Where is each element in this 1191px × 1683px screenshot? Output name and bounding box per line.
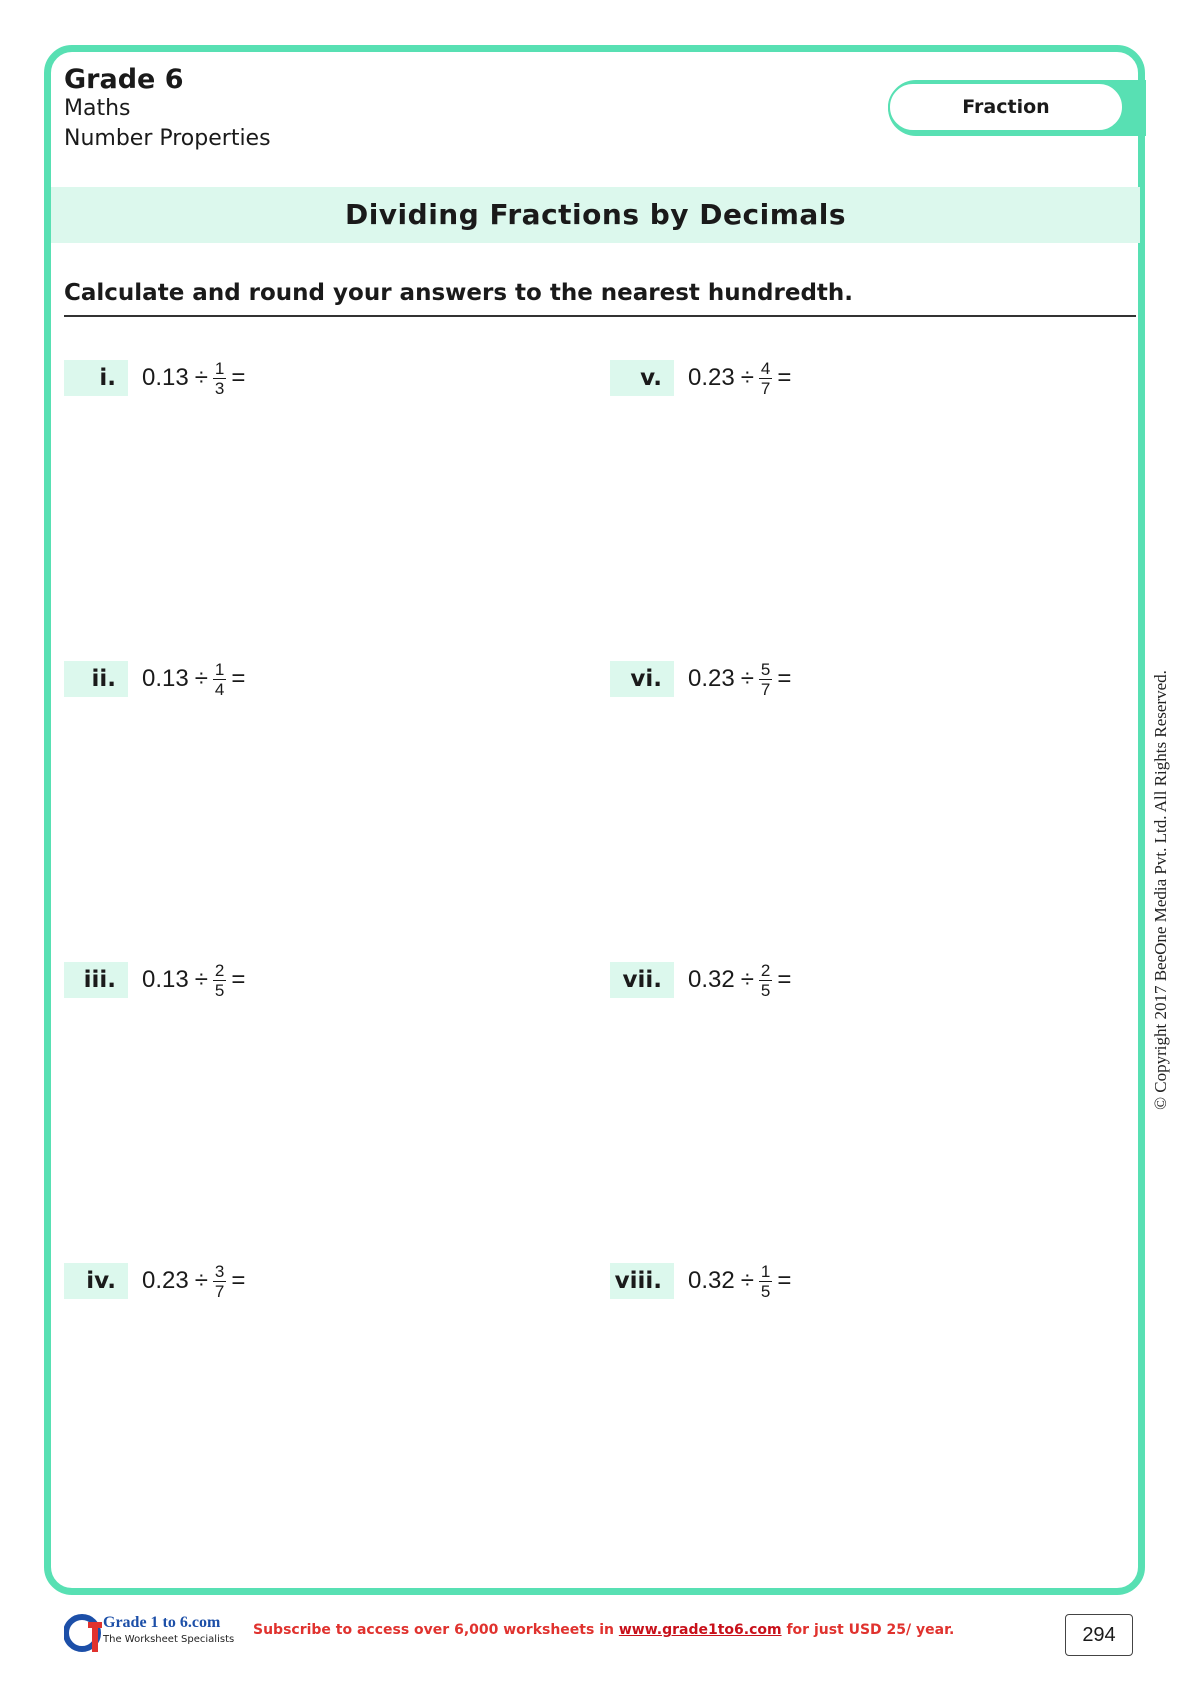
divide-sign: ÷ bbox=[740, 364, 754, 391]
problem-number: i. bbox=[64, 360, 128, 396]
equals-sign: = bbox=[231, 966, 246, 993]
problem-expression bbox=[688, 1263, 791, 1300]
fraction bbox=[759, 962, 772, 999]
problem-item bbox=[64, 960, 245, 1000]
instruction-divider bbox=[64, 315, 1136, 317]
equals-sign: = bbox=[777, 966, 792, 993]
fraction bbox=[759, 360, 772, 397]
problem-expression bbox=[142, 360, 245, 397]
fraction bbox=[759, 1263, 772, 1300]
numerator: 1 bbox=[214, 659, 225, 679]
fraction bbox=[213, 360, 226, 397]
numerator: 3 bbox=[214, 1261, 225, 1281]
denominator: 5 bbox=[214, 980, 225, 1000]
denominator: 3 bbox=[214, 378, 225, 398]
problem-item bbox=[64, 659, 245, 699]
divide-sign: ÷ bbox=[740, 1267, 754, 1294]
problem-expression bbox=[688, 661, 791, 698]
site-link[interactable]: www.grade1to6.com bbox=[618, 1622, 782, 1638]
numerator: 1 bbox=[214, 358, 225, 378]
divide-sign: ÷ bbox=[194, 966, 208, 993]
divide-sign: ÷ bbox=[740, 665, 754, 692]
decimal-value: 0.32 bbox=[688, 966, 735, 993]
equals-sign: = bbox=[777, 364, 792, 391]
fraction bbox=[213, 661, 226, 698]
page-number: 294 bbox=[1065, 1614, 1133, 1656]
denominator: 7 bbox=[760, 679, 771, 699]
brand-tagline: The Worksheet Specialists bbox=[103, 1634, 235, 1645]
problem-item bbox=[610, 358, 791, 398]
equals-sign: = bbox=[231, 1267, 246, 1294]
decimal-value: 0.23 bbox=[688, 364, 735, 391]
numerator: 5 bbox=[760, 659, 771, 679]
category-tag: Fraction bbox=[888, 82, 1124, 132]
fraction bbox=[759, 661, 772, 698]
subject-label: Maths bbox=[64, 96, 131, 121]
decimal-value: 0.13 bbox=[142, 966, 189, 993]
subscribe-price: for just USD 25/ year. bbox=[781, 1622, 955, 1638]
problem-expression bbox=[142, 962, 245, 999]
divide-sign: ÷ bbox=[194, 1267, 208, 1294]
decimal-value: 0.13 bbox=[142, 665, 189, 692]
copyright-notice: © Copyright 2017 BeeOne Media Pvt. Ltd. All Rights Reserved. bbox=[1151, 670, 1170, 1110]
divide-sign: ÷ bbox=[194, 364, 208, 391]
subscribe-note bbox=[253, 1622, 954, 1638]
numerator: 4 bbox=[760, 358, 771, 378]
equals-sign: = bbox=[231, 364, 246, 391]
grade-label: Grade 6 bbox=[64, 64, 184, 95]
denominator: 5 bbox=[760, 1281, 771, 1301]
fraction bbox=[213, 1263, 226, 1300]
problem-number: ii. bbox=[64, 661, 128, 697]
denominator: 5 bbox=[760, 980, 771, 1000]
brand-name: Grade 1 to 6.com bbox=[103, 1614, 221, 1631]
decimal-value: 0.13 bbox=[142, 364, 189, 391]
problem-expression bbox=[688, 360, 791, 397]
equals-sign: = bbox=[777, 665, 792, 692]
fraction bbox=[213, 962, 226, 999]
decimal-value: 0.23 bbox=[688, 665, 735, 692]
topic-label: Number Properties bbox=[64, 126, 271, 151]
equals-sign: = bbox=[777, 1267, 792, 1294]
problem-number: iv. bbox=[64, 1263, 128, 1299]
decimal-value: 0.23 bbox=[142, 1267, 189, 1294]
problem-expression bbox=[142, 1263, 245, 1300]
denominator: 7 bbox=[760, 378, 771, 398]
problem-number: viii. bbox=[610, 1263, 674, 1299]
problem-item bbox=[64, 1261, 245, 1301]
divide-sign: ÷ bbox=[740, 966, 754, 993]
problem-item bbox=[610, 659, 791, 699]
equals-sign: = bbox=[231, 665, 246, 692]
problem-number: iii. bbox=[64, 962, 128, 998]
problem-item bbox=[610, 1261, 791, 1301]
numerator: 1 bbox=[760, 1261, 771, 1281]
divide-sign: ÷ bbox=[194, 665, 208, 692]
subscribe-text: Subscribe to access over 6,000 worksheets in bbox=[253, 1622, 619, 1638]
denominator: 7 bbox=[214, 1281, 225, 1301]
worksheet-title: Dividing Fractions by Decimals bbox=[51, 187, 1140, 243]
problem-number: vii. bbox=[610, 962, 674, 998]
problem-number: vi. bbox=[610, 661, 674, 697]
instruction-text: Calculate and round your answers to the nearest hundredth. bbox=[64, 280, 854, 306]
problem-number: v. bbox=[610, 360, 674, 396]
decimal-value: 0.32 bbox=[688, 1267, 735, 1294]
brand-logo-icon bbox=[64, 1612, 104, 1654]
numerator: 2 bbox=[214, 960, 225, 980]
numerator: 2 bbox=[760, 960, 771, 980]
problem-expression bbox=[142, 661, 245, 698]
worksheet-frame bbox=[44, 45, 1145, 1595]
denominator: 4 bbox=[214, 679, 225, 699]
problem-item bbox=[64, 358, 245, 398]
problem-item bbox=[610, 960, 791, 1000]
problem-expression bbox=[688, 962, 791, 999]
